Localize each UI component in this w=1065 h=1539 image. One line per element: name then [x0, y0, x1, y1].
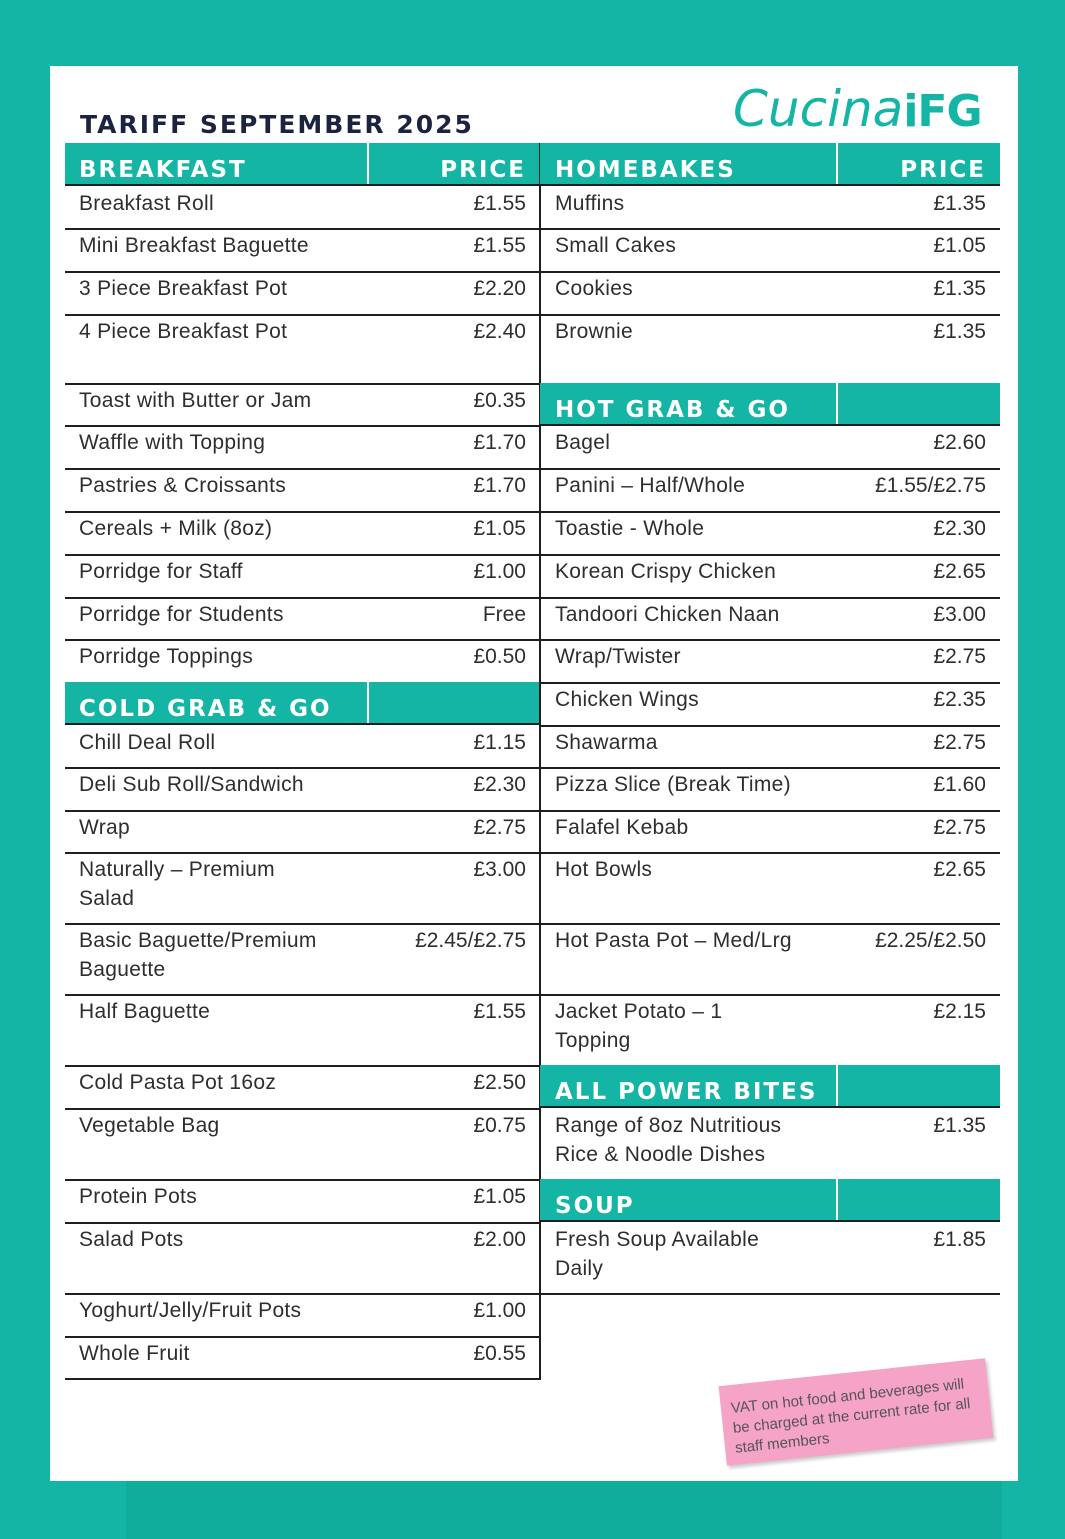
menu-item-name — [555, 926, 866, 955]
menu-item-line: 3 Piece Breakfast Pot — [79, 277, 288, 300]
menu-item-price: £2.65 — [933, 858, 986, 881]
menu-item-name — [79, 557, 406, 586]
menu-item-name — [555, 471, 866, 500]
menu-item-line: Brownie — [555, 320, 633, 343]
menu-item-line: Tandoori Chicken Naan — [555, 603, 780, 626]
menu-item-price: £2.30 — [933, 517, 986, 540]
row-divider — [540, 767, 1000, 769]
menu-item-line: Porridge Toppings — [79, 645, 253, 668]
menu-item-line: Falafel Kebab — [555, 816, 689, 839]
row-divider — [540, 511, 1000, 513]
menu-item-name — [555, 728, 866, 757]
menu-item-line: Range of 8oz Nutritious — [555, 1114, 782, 1137]
menu-item-line: Half Baguette — [79, 1000, 211, 1023]
menu-item-price: £1.55 — [473, 192, 526, 215]
menu-item-line: Porridge for Staff — [79, 560, 243, 583]
menu-item-line: Basic Baguette/Premium — [79, 929, 317, 952]
menu-item-name — [79, 642, 406, 671]
menu-item-line: Jacket Potato – 1 — [555, 1000, 723, 1023]
menu-item-price: £2.75 — [933, 816, 986, 839]
menu-item-price: £2.75 — [473, 816, 526, 839]
menu-item-line: Vegetable Bag — [79, 1114, 220, 1137]
menu-item-price: £2.45/£2.75 — [415, 929, 526, 952]
menu-item-price: £1.05 — [933, 234, 986, 257]
row-divider — [540, 810, 1000, 812]
menu-item-name — [79, 997, 406, 1026]
menu-item-name — [79, 1225, 406, 1254]
row-divider — [65, 1065, 540, 1067]
menu-item-name — [555, 1111, 866, 1169]
menu-item-name — [79, 1182, 406, 1211]
row-divider — [65, 767, 540, 769]
menu-item-line: Wrap/Twister — [555, 645, 681, 668]
menu-item-line: Pastries & Croissants — [79, 474, 287, 497]
menu-item-line: Rice & Noodle Dishes — [555, 1143, 766, 1166]
header-divider — [367, 143, 369, 184]
menu-item-name — [79, 428, 406, 457]
row-divider — [540, 554, 1000, 556]
menu-item-name — [79, 386, 406, 415]
menu-item-price: £1.15 — [473, 731, 526, 754]
menu-item-name — [79, 813, 406, 842]
menu-item-line: Salad — [79, 887, 135, 910]
menu-item-price: £2.75 — [933, 645, 986, 668]
menu-item-price: £2.40 — [473, 320, 526, 343]
menu-item-price: Free — [482, 603, 526, 626]
row-divider — [540, 314, 1000, 316]
menu-item-line: Cookies — [555, 277, 633, 300]
menu-item-name — [79, 1068, 406, 1097]
menu-item-line: Chill Deal Roll — [79, 731, 216, 754]
section-title: HOMEBAKES — [555, 157, 736, 183]
header-divider — [836, 1065, 838, 1106]
menu-item-price: £1.70 — [473, 431, 526, 454]
section-header-cold — [65, 682, 540, 725]
section-header-power — [540, 1065, 1000, 1108]
row-divider — [540, 1293, 1000, 1295]
menu-item-price: £1.00 — [473, 1299, 526, 1322]
menu-item-price: £1.70 — [473, 474, 526, 497]
menu-item-name — [555, 813, 866, 842]
menu-item-line: Korean Crispy Chicken — [555, 560, 777, 583]
menu-item-price: £3.00 — [473, 858, 526, 881]
menu-item-price: £2.65 — [933, 560, 986, 583]
menu-item-line: Fresh Soup Available — [555, 1228, 760, 1251]
menu-item-price: £2.15 — [933, 1000, 986, 1023]
menu-item-name — [555, 557, 866, 586]
menu-item-name — [555, 231, 866, 260]
menu-item-name — [555, 514, 866, 543]
menu-item-name — [79, 1111, 406, 1140]
menu-item-line: Bagel — [555, 431, 611, 454]
menu-item-price: £1.60 — [933, 773, 986, 796]
menu-item-line: Cereals + Milk (8oz) — [79, 517, 273, 540]
row-divider — [65, 810, 540, 812]
header-divider — [836, 383, 838, 424]
menu-item-name — [555, 997, 866, 1055]
menu-item-name — [79, 274, 406, 303]
menu-item-price: £0.55 — [473, 1342, 526, 1365]
menu-item-price: £2.25/£2.50 — [875, 929, 986, 952]
row-divider — [65, 1179, 540, 1181]
bottom-band — [126, 1481, 1002, 1539]
vat-note-text: VAT on hot food and beverages will be charged at the current rate for all staff members — [730, 1375, 972, 1457]
menu-item-line: Salad Pots — [79, 1228, 184, 1251]
row-divider — [65, 1378, 540, 1380]
row-divider — [65, 923, 540, 925]
menu-item-price: £1.35 — [933, 320, 986, 343]
menu-item-line: Muffins — [555, 192, 625, 215]
row-divider — [65, 852, 540, 854]
menu-item-line: Small Cakes — [555, 234, 677, 257]
menu-item-name — [555, 770, 866, 799]
menu-item-line: Yoghurt/Jelly/Fruit Pots — [79, 1299, 302, 1322]
row-divider — [65, 425, 540, 427]
menu-item-line: Toastie - Whole — [555, 517, 705, 540]
menu-item-line: Toast with Butter or Jam — [79, 389, 312, 412]
row-divider — [65, 271, 540, 273]
menu-item-name — [79, 855, 406, 913]
menu-item-line: Porridge for Students — [79, 603, 284, 626]
menu-item-line: Panini – Half/Whole — [555, 474, 746, 497]
price-column-header: PRICE — [440, 157, 526, 183]
menu-item-name — [79, 231, 406, 260]
menu-item-line: Wrap — [79, 816, 130, 839]
row-divider — [65, 1108, 540, 1110]
section-title: BREAKFAST — [79, 157, 247, 183]
menu-item-line: Whole Fruit — [79, 1342, 190, 1365]
row-divider — [65, 1222, 540, 1224]
menu-item-name — [79, 1339, 406, 1368]
page-title: TARIFF SEPTEMBER 2025 — [80, 110, 474, 139]
row-divider — [65, 597, 540, 599]
menu-item-price: £2.35 — [933, 688, 986, 711]
menu-item-name — [79, 514, 406, 543]
row-divider — [65, 554, 540, 556]
section-title: HOT GRAB & GO — [555, 397, 790, 423]
menu-item-price: £2.20 — [473, 277, 526, 300]
header-divider — [367, 682, 369, 723]
header-divider — [836, 143, 838, 184]
row-divider — [65, 228, 540, 230]
menu-item-line: Shawarma — [555, 731, 658, 754]
menu-item-line: Mini Breakfast Baguette — [79, 234, 309, 257]
menu-item-line: Pizza Slice (Break Time) — [555, 773, 791, 796]
row-divider — [540, 682, 1000, 684]
menu-item-name — [79, 600, 406, 629]
row-divider — [65, 511, 540, 513]
menu-item-price: £2.30 — [473, 773, 526, 796]
menu-item-price: £2.60 — [933, 431, 986, 454]
section-header-soup — [540, 1179, 1000, 1222]
row-divider — [540, 271, 1000, 273]
section-title: COLD GRAB & GO — [79, 696, 332, 722]
menu-item-name — [79, 926, 406, 984]
menu-item-name — [79, 770, 406, 799]
menu-item-line: Baguette — [79, 958, 166, 981]
menu-item-line: Deli Sub Roll/Sandwich — [79, 773, 304, 796]
header-divider — [836, 1179, 838, 1220]
row-divider — [65, 468, 540, 470]
row-divider — [65, 1336, 540, 1338]
cucina-ifg-logo: CucinaiFG — [733, 80, 982, 138]
menu-item-price: £1.00 — [473, 560, 526, 583]
menu-item-name — [555, 855, 866, 884]
section-title: SOUP — [555, 1193, 635, 1219]
menu-item-name — [555, 1225, 866, 1283]
row-divider — [540, 639, 1000, 641]
menu-item-name — [79, 1296, 406, 1325]
menu-item-name — [555, 600, 866, 629]
menu-item-price: £1.35 — [933, 1114, 986, 1137]
row-divider — [540, 725, 1000, 727]
menu-item-line: Cold Pasta Pot 16oz — [79, 1071, 277, 1094]
menu-item-line: Naturally – Premium — [79, 858, 275, 881]
menu-item-price: £2.50 — [473, 1071, 526, 1094]
menu-item-name — [555, 189, 866, 218]
menu-item-line: Hot Bowls — [555, 858, 653, 881]
menu-item-line: Waffle with Topping — [79, 431, 266, 454]
menu-item-name — [79, 317, 406, 346]
menu-item-name — [555, 428, 866, 457]
menu-item-price: £1.55/£2.75 — [875, 474, 986, 497]
menu-item-name — [79, 471, 406, 500]
row-divider — [65, 994, 540, 996]
menu-item-name — [555, 642, 866, 671]
menu-item-line: Hot Pasta Pot – Med/Lrg — [555, 929, 792, 952]
menu-item-price: £1.35 — [933, 192, 986, 215]
menu-item-price: £2.00 — [473, 1228, 526, 1251]
menu-item-price: £1.55 — [473, 234, 526, 257]
menu-item-price: £1.05 — [473, 517, 526, 540]
row-divider — [65, 314, 540, 316]
menu-item-line: Protein Pots — [79, 1185, 197, 1208]
menu-item-name — [555, 274, 866, 303]
menu-item-price: £3.00 — [933, 603, 986, 626]
menu-item-line: Chicken Wings — [555, 688, 699, 711]
menu-item-name — [555, 317, 866, 346]
menu-item-line: Daily — [555, 1257, 604, 1280]
menu-item-line: Breakfast Roll — [79, 192, 214, 215]
menu-item-line: Topping — [555, 1029, 631, 1052]
row-divider — [65, 383, 540, 385]
menu-item-price: £1.35 — [933, 277, 986, 300]
row-divider — [540, 994, 1000, 996]
menu-item-line: 4 Piece Breakfast Pot — [79, 320, 288, 343]
section-header-hot — [540, 383, 1000, 426]
section-header-breakfast — [65, 143, 540, 186]
row-divider — [65, 1293, 540, 1295]
row-divider — [540, 597, 1000, 599]
menu-item-name — [79, 189, 406, 218]
menu-item-name — [555, 685, 866, 714]
menu-item-price: £0.35 — [473, 389, 526, 412]
menu-item-price: £0.50 — [473, 645, 526, 668]
menu-item-price: £1.05 — [473, 1185, 526, 1208]
row-divider — [540, 923, 1000, 925]
menu-item-price: £1.85 — [933, 1228, 986, 1251]
menu-item-name — [79, 728, 406, 757]
row-divider — [540, 228, 1000, 230]
section-title: ALL POWER BITES — [555, 1079, 818, 1105]
menu-item-price: £0.75 — [473, 1114, 526, 1137]
section-header-homebakes — [540, 143, 1000, 186]
row-divider — [540, 468, 1000, 470]
menu-item-price: £2.75 — [933, 731, 986, 754]
price-column-header: PRICE — [900, 157, 986, 183]
row-divider — [540, 852, 1000, 854]
menu-item-price: £1.55 — [473, 1000, 526, 1023]
row-divider — [65, 639, 540, 641]
